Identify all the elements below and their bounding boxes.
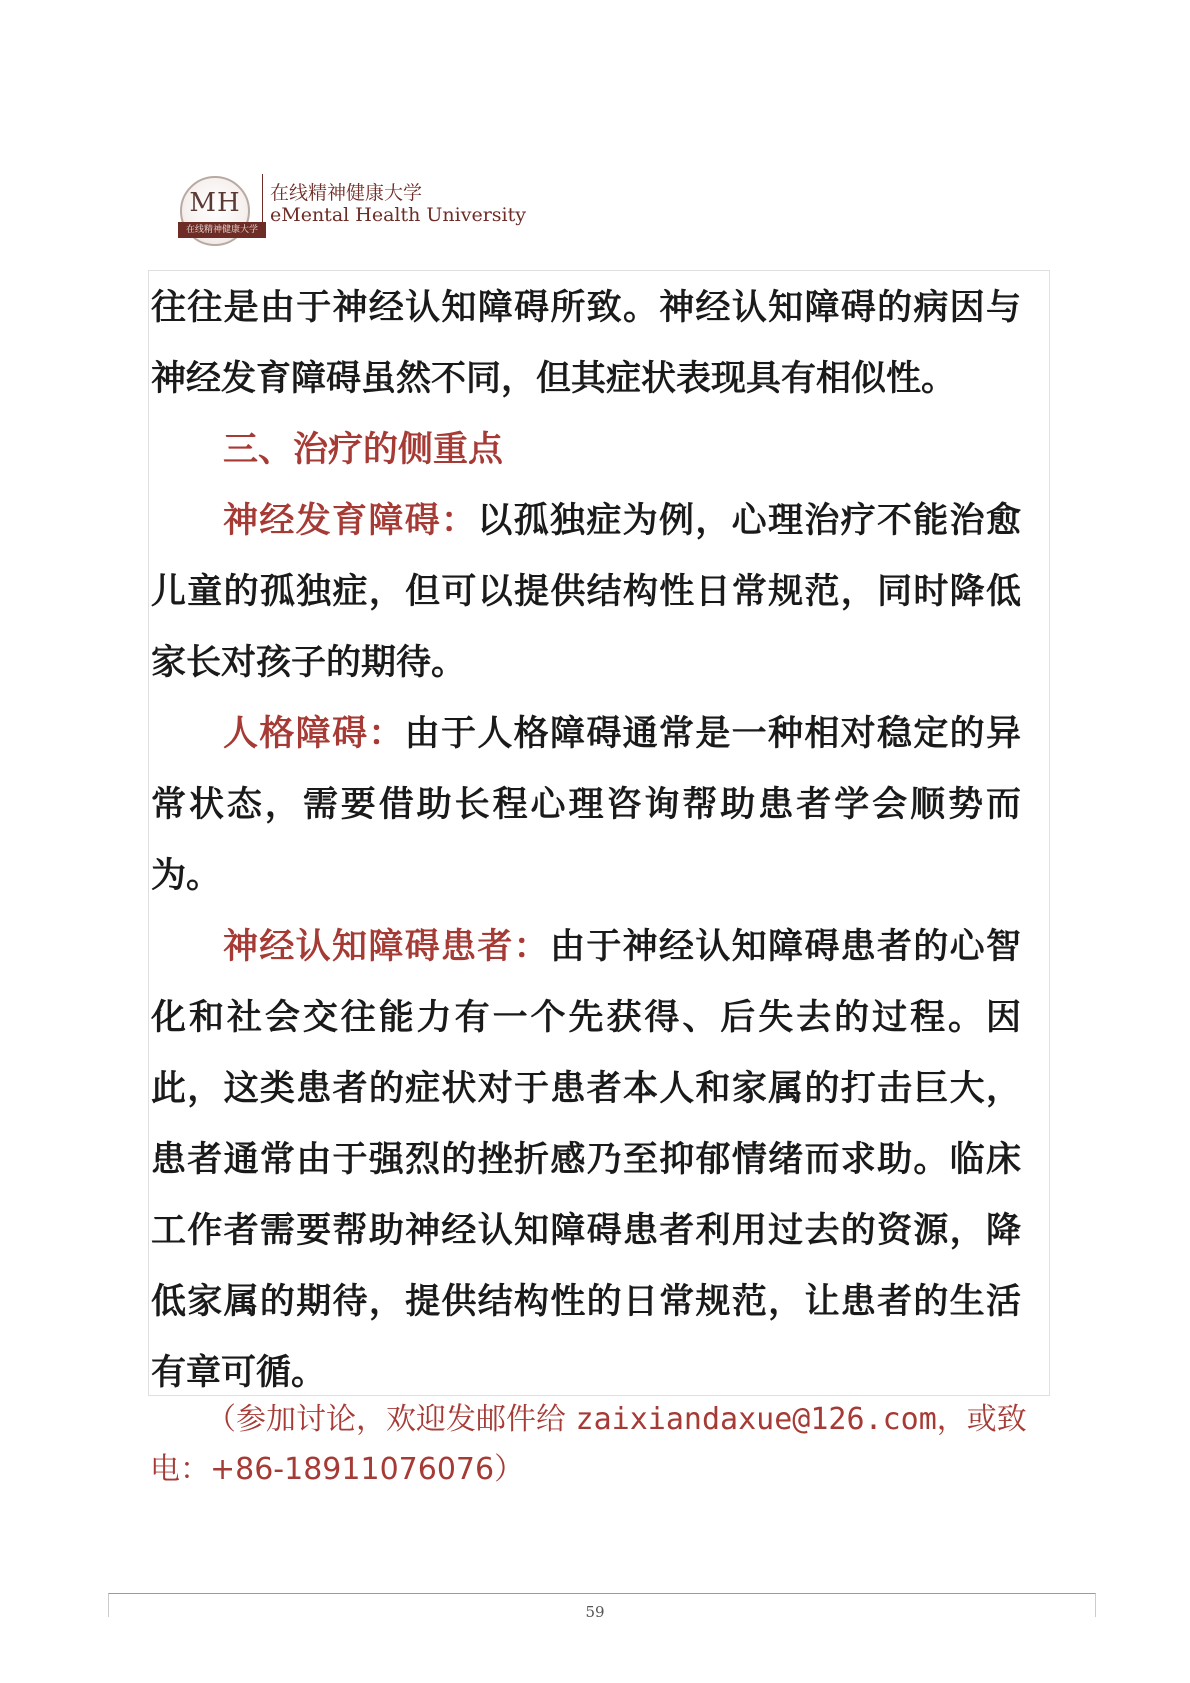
logo-seal-emblem bbox=[180, 176, 258, 246]
logo-ribbon bbox=[178, 222, 266, 238]
logo-mark-text: MH bbox=[189, 188, 241, 218]
logo-ribbon-text: 在线精神健康大学 bbox=[185, 225, 258, 235]
section-heading: 三、治疗的侧重点 bbox=[223, 430, 504, 470]
item-text: 由于神经认知障碍患者的心智化和社会交往能力有一个先获得、后失去的过程。因此，这类患者的症状对于患者本人和家属的打击巨大，患者通常由于强烈的挫折感乃至抑郁情绪而求助。临床工作者需要帮助神经认知障碍患者利用过去的资源，降低家属的期待，提供结构性的日常规范，让患者的生活有章可循。 bbox=[151, 927, 1021, 1393]
treatment-item-neurodevelopmental bbox=[151, 486, 1021, 699]
site-logo bbox=[170, 170, 526, 250]
treatment-item-personality bbox=[151, 699, 1021, 912]
contact-note bbox=[150, 1395, 1030, 1495]
contact-phone-line: 电：+86-18911076076） bbox=[150, 1452, 525, 1487]
logo-divider bbox=[262, 174, 263, 230]
contact-email-link[interactable]: zaixiandaxue@126.com bbox=[575, 1402, 937, 1437]
treatment-item-neurocognitive bbox=[151, 912, 1021, 1409]
item-label: 神经认知障碍患者： bbox=[223, 927, 550, 967]
logo-title-chinese: 在线精神健康大学 bbox=[270, 182, 423, 204]
contact-line-1 bbox=[150, 1395, 1030, 1445]
item-label: 神经发育障碍： bbox=[223, 501, 478, 541]
page-number: 59 bbox=[585, 1603, 605, 1621]
item-text: 由于人格障碍通常是一种相对稳定的异常状态，需要借助长程心理咨询帮助患者学会顺势而为。 bbox=[151, 714, 1021, 896]
content-frame bbox=[148, 270, 1050, 1396]
contact-middle: ，或致 bbox=[936, 1402, 1027, 1437]
item-text: 以孤独症为例，心理治疗不能治愈儿童的孤独症，但可以提供结构性日常规范，同时降低家长对孩子的期待。 bbox=[151, 501, 1021, 683]
logo-title-english: eMental Health University bbox=[270, 204, 526, 226]
item-label: 人格障碍： bbox=[223, 714, 405, 754]
intro-paragraph: 往往是由于神经认知障碍所致。神经认知障碍的病因与神经发育障碍虽然不同，但其症状表现具有相似性。 bbox=[151, 288, 1021, 399]
contact-prefix: （参加讨论，欢迎发邮件给 bbox=[206, 1402, 576, 1437]
